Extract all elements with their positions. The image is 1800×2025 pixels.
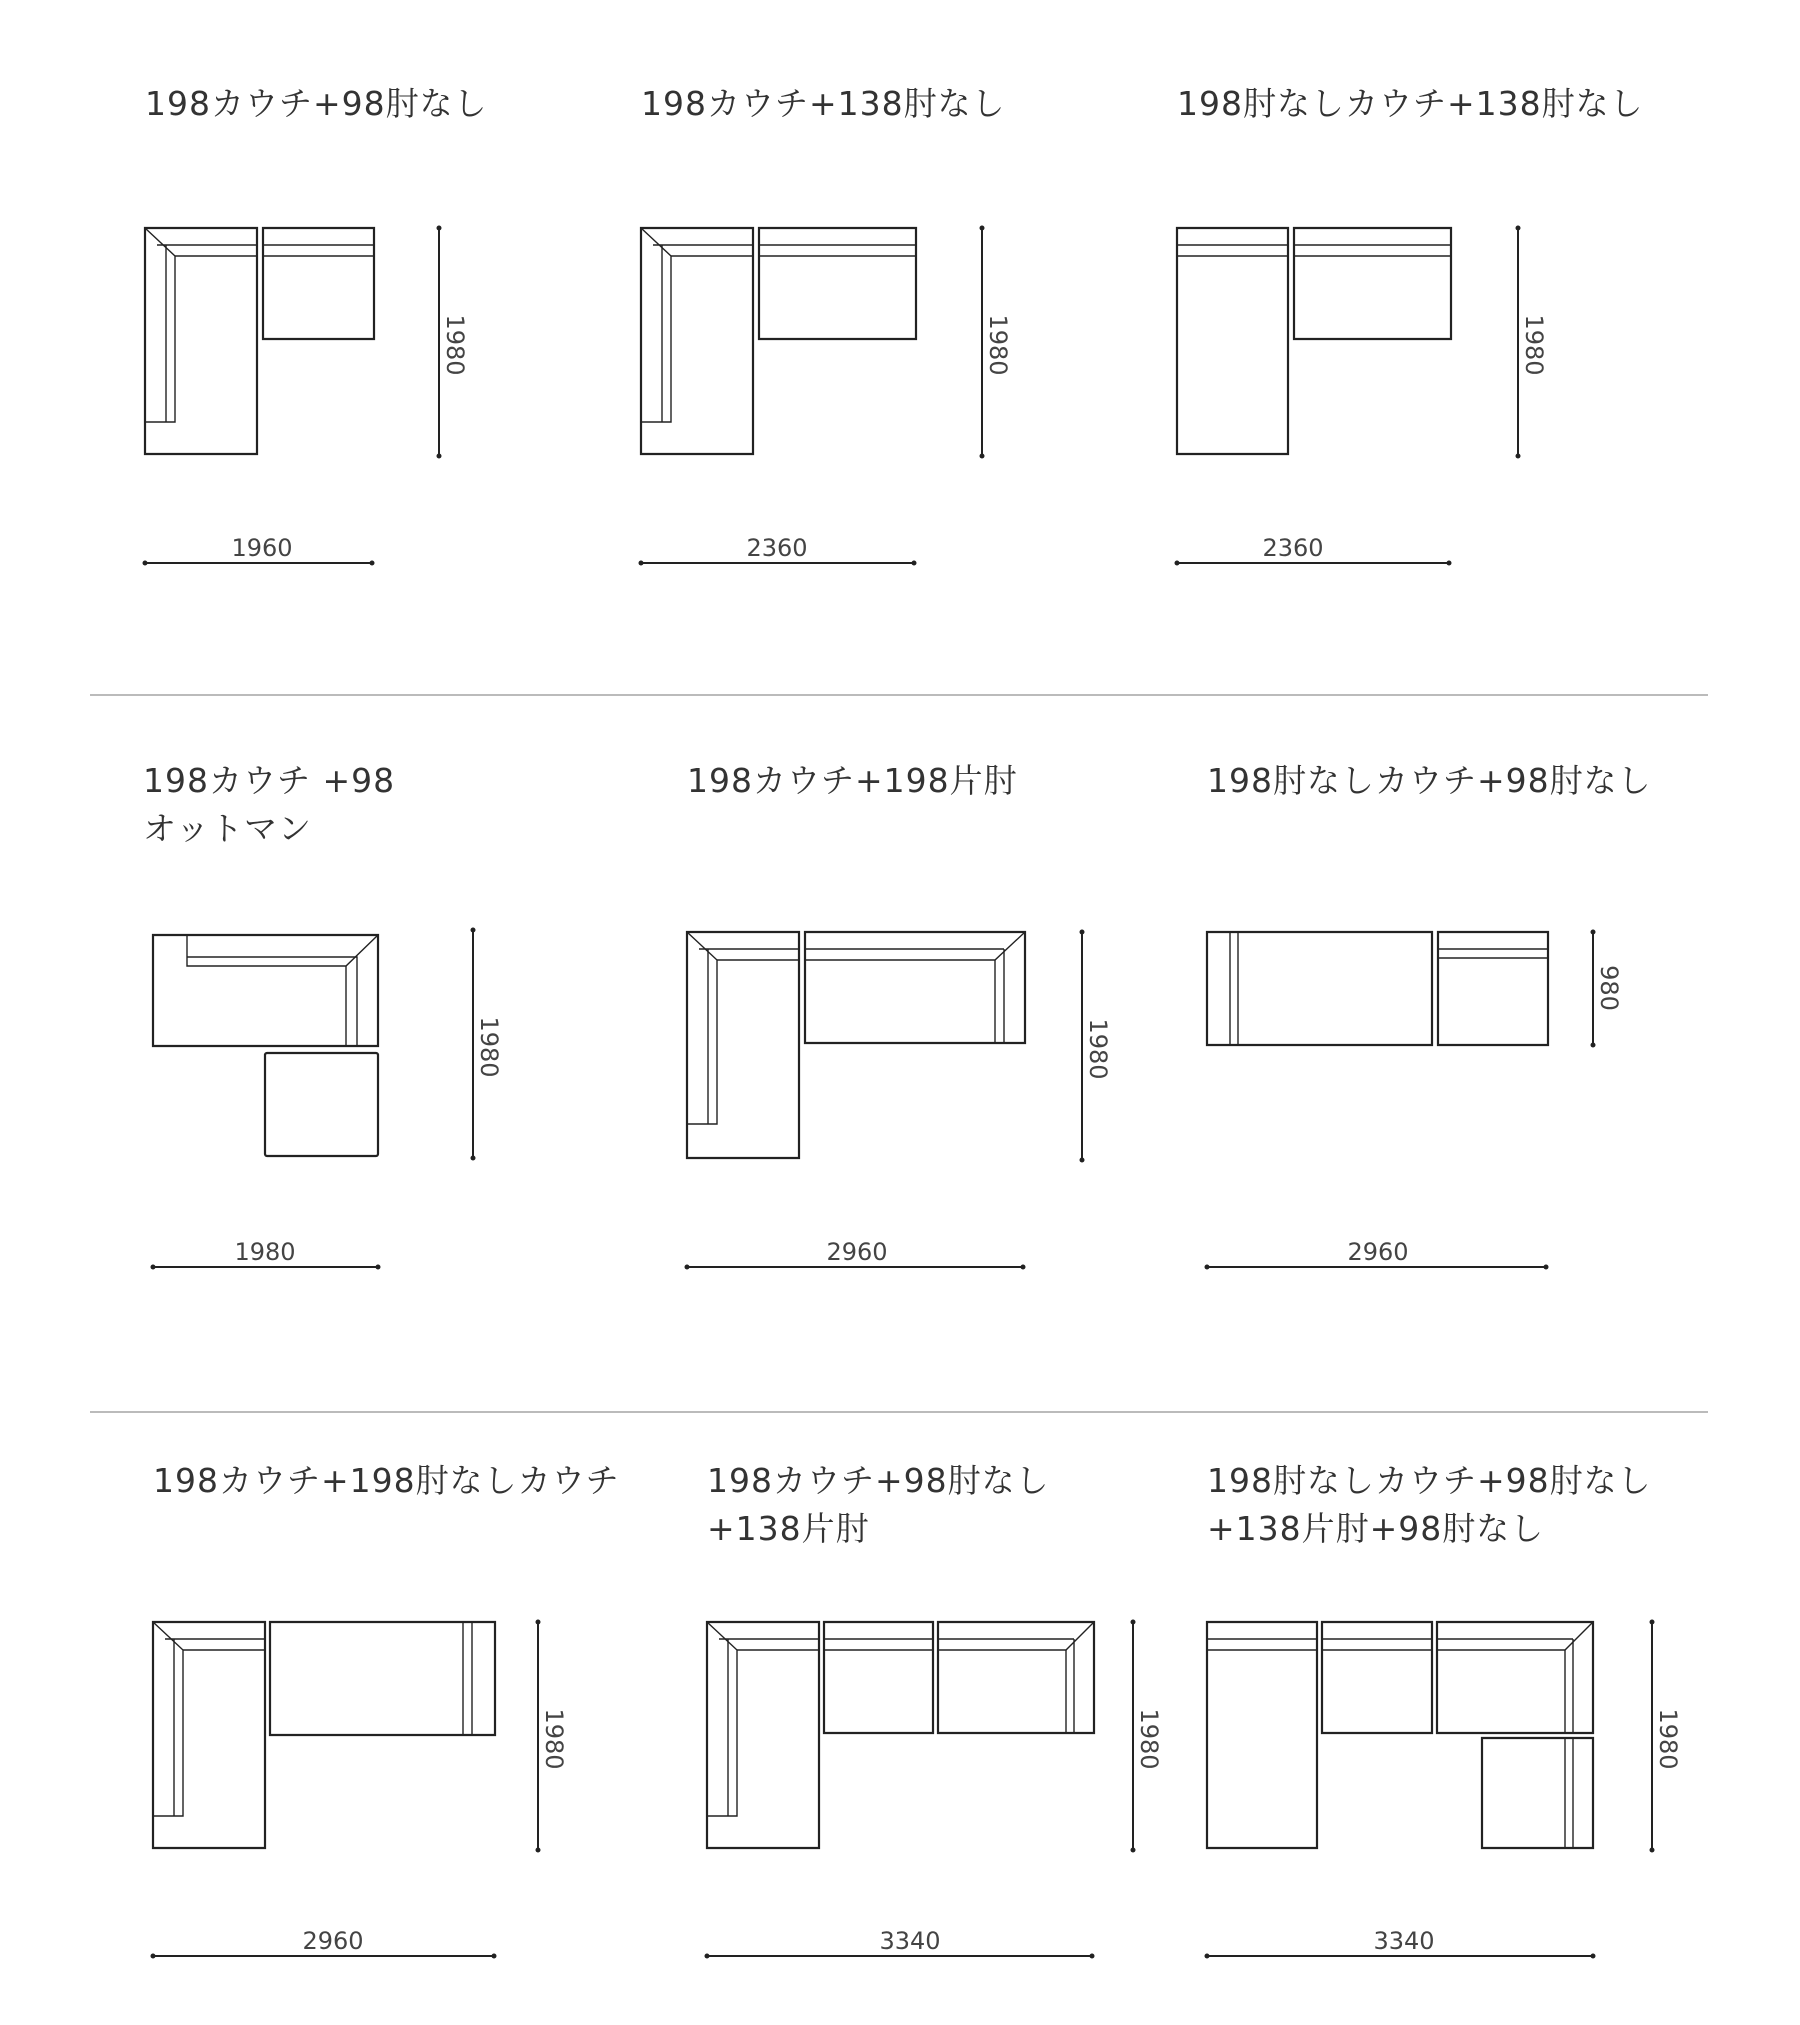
- depth-dimension: [980, 226, 1013, 459]
- sofa-plan: [707, 1622, 1094, 1848]
- layout-cell-1: [143, 84, 488, 566]
- cell-title: 198カウチ+138肘なし: [641, 84, 1006, 123]
- depth-dimension: [1516, 226, 1549, 459]
- depth-dimension: [437, 226, 470, 459]
- depth-dimension: [1131, 1620, 1164, 1853]
- layout-cell-5: [685, 761, 1113, 1270]
- depth-label: 1980: [1084, 1018, 1112, 1080]
- width-dimension: [143, 534, 375, 566]
- depth-label: 1980: [1654, 1708, 1682, 1770]
- layout-cell-6: [1205, 761, 1652, 1270]
- width-label: 2360: [746, 534, 808, 562]
- width-dimension: [151, 1238, 381, 1270]
- width-dimension: [1205, 1927, 1596, 1959]
- sofa-plan: [1207, 932, 1548, 1045]
- width-dimension: [1175, 534, 1452, 566]
- depth-dimension: [1080, 930, 1113, 1163]
- width-dimension: [639, 534, 917, 566]
- depth-dimension: [1650, 1620, 1683, 1853]
- layout-cell-3: [1175, 84, 1644, 566]
- sofa-plan: [1177, 228, 1451, 454]
- width-label: 2960: [302, 1927, 364, 1955]
- layout-cell-4: [143, 761, 503, 1270]
- depth-label: 1980: [475, 1016, 503, 1078]
- depth-dimension: [1591, 930, 1624, 1048]
- width-label: 2960: [826, 1238, 888, 1266]
- width-dimension: [685, 1238, 1026, 1270]
- cell-title: 198肘なしカウチ+98肘なし: [1207, 761, 1652, 800]
- width-label: 3340: [1373, 1927, 1435, 1955]
- depth-label: 1980: [540, 1708, 568, 1770]
- cell-title: 198カウチ+198肘なしカウチ: [153, 1461, 620, 1500]
- cell-title-line2: +138片肘: [707, 1509, 870, 1548]
- depth-label: 1980: [1135, 1708, 1163, 1770]
- layout-cell-7: [151, 1461, 620, 1959]
- sofa-plan: [687, 932, 1025, 1158]
- depth-label: 1980: [441, 314, 469, 376]
- depth-label: 980: [1595, 965, 1623, 1011]
- depth-label: 1980: [984, 314, 1012, 376]
- cell-title: 198カウチ +98: [143, 761, 396, 800]
- ottoman: [265, 1053, 378, 1156]
- width-label: 2360: [1262, 534, 1324, 562]
- width-label: 1960: [231, 534, 293, 562]
- depth-label: 1980: [1520, 314, 1548, 376]
- depth-dimension: [536, 1620, 569, 1853]
- layout-cell-9: [1205, 1461, 1683, 1959]
- width-dimension: [705, 1927, 1095, 1959]
- sofa-plan: [1207, 1622, 1593, 1848]
- cell-title: 198カウチ+98肘なし: [145, 84, 488, 123]
- cell-title-line2: オットマン: [143, 809, 313, 848]
- cell-title-line2: +138片肘+98肘なし: [1207, 1509, 1545, 1548]
- cell-title: 198カウチ+198片肘: [687, 761, 1018, 800]
- layout-cell-8: [705, 1461, 1164, 1959]
- width-label: 1980: [234, 1238, 296, 1266]
- width-label: 2960: [1347, 1238, 1409, 1266]
- cell-title: 198カウチ+98肘なし: [707, 1461, 1050, 1500]
- width-label: 3340: [879, 1927, 941, 1955]
- width-dimension: [151, 1927, 497, 1959]
- sofa-plan: [145, 228, 374, 454]
- sofa-plan: [153, 1622, 495, 1848]
- sofa-plan: [153, 935, 378, 1156]
- cell-title: 198肘なしカウチ+98肘なし: [1207, 1461, 1652, 1500]
- cell-title: 198肘なしカウチ+138肘なし: [1177, 84, 1644, 123]
- sofa-plan: [641, 228, 916, 454]
- layout-cell-2: [639, 84, 1013, 566]
- width-dimension: [1205, 1238, 1549, 1270]
- depth-dimension: [471, 928, 504, 1161]
